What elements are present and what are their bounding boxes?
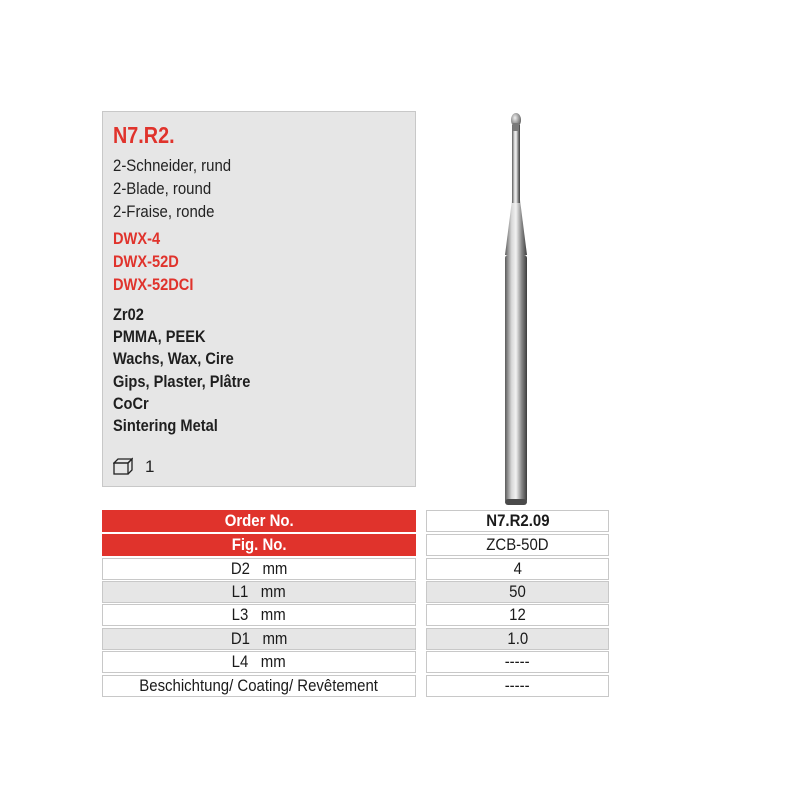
table-row-label: L3 mm <box>102 604 416 626</box>
material-item: CoCr <box>113 394 149 413</box>
table-row-value: 1.0 <box>426 628 609 650</box>
table-row-value: 50 <box>426 581 609 603</box>
table-row-value: ----- <box>426 675 609 697</box>
table-row-label: L4 mm <box>102 651 416 673</box>
table-row-label: Fig. No. <box>102 534 416 556</box>
table-row-value: ----- <box>426 651 609 673</box>
table-row-value: 4 <box>426 558 609 580</box>
description-de: 2-Schneider, rund <box>113 156 232 175</box>
table-row-label: Order No. <box>102 510 416 532</box>
machine-item: DWX-52DCI <box>113 275 194 294</box>
machine-item: DWX-4 <box>113 229 161 248</box>
product-info-panel <box>102 111 416 487</box>
table-row-value: 12 <box>426 604 609 626</box>
description-en: 2-Blade, round <box>113 179 212 198</box>
table-row-label: D1 mm <box>102 628 416 650</box>
material-item: Wachs, Wax, Cire <box>113 349 234 368</box>
description-fr: 2-Fraise, ronde <box>113 202 215 221</box>
tool-image <box>480 105 570 515</box>
table-row-value: N7.R2.09 <box>426 510 609 532</box>
table-row-label: D2 mm <box>102 558 416 580</box>
material-item: Gips, Plaster, Plâtre <box>113 372 251 391</box>
table-row-value: ZCB-50D <box>426 534 609 556</box>
table-row-label: Beschichtung/ Coating/ Revêtement <box>102 675 416 697</box>
machine-item: DWX-52D <box>113 252 179 271</box>
material-item: PMMA, PEEK <box>113 327 206 346</box>
table-row-label: L1 mm <box>102 581 416 603</box>
product-code: N7.R2. <box>113 122 175 148</box>
box-icon <box>113 457 133 475</box>
material-item: Zr02 <box>113 305 144 324</box>
material-item: Sintering Metal <box>113 416 218 435</box>
pack-quantity: 1 <box>145 457 155 476</box>
